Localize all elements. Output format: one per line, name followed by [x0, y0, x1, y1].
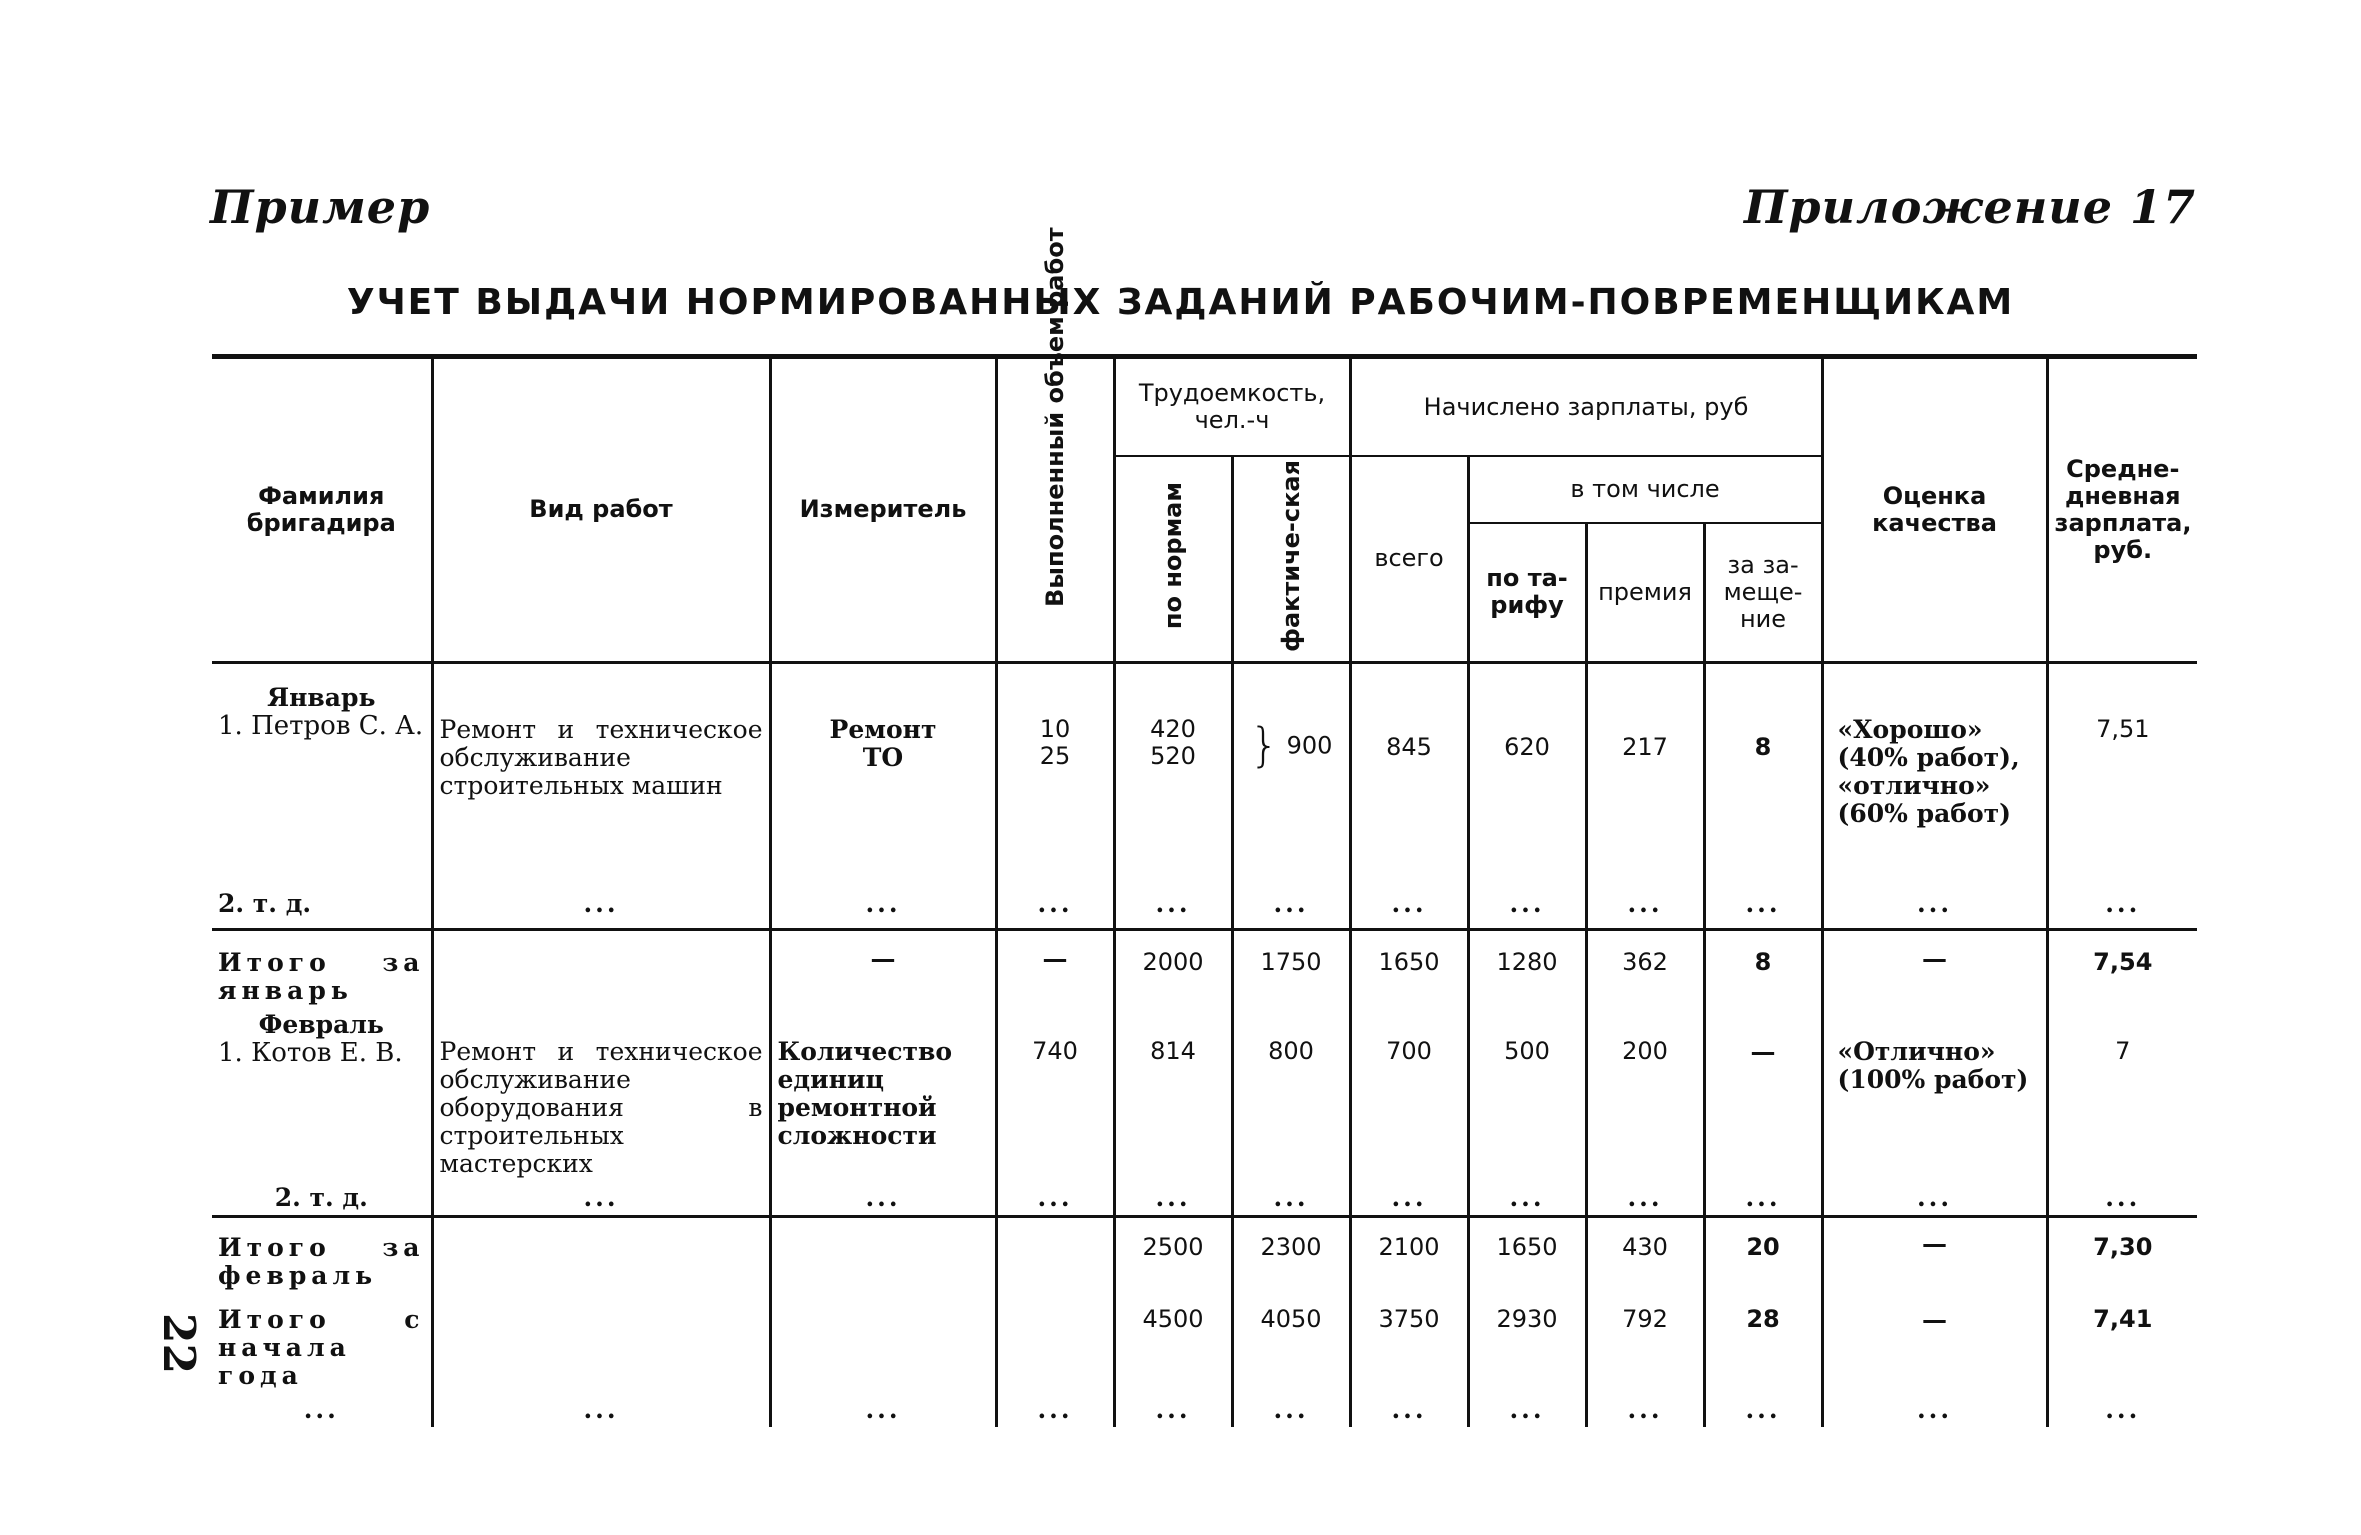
cell-dash: —	[996, 929, 1114, 1008]
cell-dots: ...	[1350, 1181, 1468, 1217]
cell-salary-tariff: 500	[1468, 1008, 1586, 1181]
total-january-label: Итого за январь	[212, 929, 432, 1008]
cell-dash: —	[1704, 1008, 1822, 1181]
total-january-actual: 1750	[1232, 929, 1350, 1008]
unit-line-1: Ремонт	[829, 714, 937, 744]
cell-empty	[770, 1216, 996, 1303]
col-quality-header: Оценка качества	[1822, 357, 2047, 663]
cell-work-type: Ремонт и техническое обслуживание строительных машин	[432, 662, 770, 887]
cell-unit: Количество единиц ремонтной сложности	[770, 1008, 996, 1181]
cell-dots: ...	[996, 1181, 1114, 1217]
col-work-type-header: Вид работ	[432, 357, 770, 663]
cell-dots: ...	[1232, 887, 1350, 930]
cell-dash: —	[1822, 1303, 2047, 1393]
cell-dots: ...	[1468, 1181, 1586, 1217]
page-number: 22	[153, 1312, 205, 1375]
cell-labor-actual	[1232, 662, 1350, 887]
cell-salary-bonus: 200	[1586, 1008, 1704, 1181]
col-labor-actual-header	[1232, 456, 1350, 662]
foreman-name: 1. Котов Е. В.	[218, 1037, 403, 1068]
col-labor-group-header: Трудоемкость, чел.-ч	[1114, 357, 1350, 457]
col-volume-label: Выполненный объем работ	[1040, 227, 1069, 607]
cell-dots: ...	[1468, 887, 1586, 930]
cell-etc-label: 2. т. д.	[212, 887, 432, 930]
cell-dash: —	[1822, 929, 2047, 1008]
cell-salary-total: 845	[1350, 662, 1468, 887]
appendix-label: Приложение 17	[1743, 180, 2196, 234]
cell-work-type: Ремонт и техническое обслуживание оборудования в строительных мастерских	[432, 1008, 770, 1181]
total-year-avg: 7,41	[2047, 1303, 2197, 1393]
norm-line-2: 520	[1150, 741, 1196, 770]
cell-salary-tariff: 620	[1468, 662, 1586, 887]
col-salary-group-header: Начислено зарплаты, руб	[1350, 357, 1822, 457]
table-row-final-dots	[212, 1393, 2197, 1427]
table-row-february-etc	[212, 1181, 2197, 1217]
cell-dots: ...	[2047, 1181, 2197, 1217]
cell-dots: ...	[770, 1393, 996, 1427]
total-january-tariff: 1280	[1468, 929, 1586, 1008]
cell-dots: ...	[1350, 1393, 1468, 1427]
norm-line-1: 420	[1150, 714, 1196, 743]
total-january-bonus: 362	[1586, 929, 1704, 1008]
cell-volume: 740	[996, 1008, 1114, 1181]
cell-volume	[996, 662, 1114, 887]
total-year-label: Итого с начала года	[212, 1303, 432, 1393]
col-salary-including-header: в том числе	[1468, 456, 1822, 523]
cell-dots: ...	[770, 1181, 996, 1217]
cell-labor-norm: 814	[1114, 1008, 1232, 1181]
cell-dots: ...	[1586, 1181, 1704, 1217]
month-label-january: Январь	[267, 682, 376, 712]
cell-dots: ...	[212, 1393, 432, 1427]
cell-dots: ...	[1114, 1393, 1232, 1427]
cell-empty	[770, 1303, 996, 1393]
total-year-substitute: 28	[1704, 1303, 1822, 1393]
cell-dots: ...	[996, 1393, 1114, 1427]
total-february-bonus: 430	[1586, 1216, 1704, 1303]
col-salary-total-header: всего	[1350, 456, 1468, 662]
total-january-substitute: 8	[1704, 929, 1822, 1008]
cell-avg-daily: 7	[2047, 1008, 2197, 1181]
brace-glyph: }	[1249, 717, 1279, 772]
total-year-norm: 4500	[1114, 1303, 1232, 1393]
cell-empty	[432, 929, 770, 1008]
col-salary-bonus-header: премия	[1586, 523, 1704, 662]
cell-dots: ...	[770, 887, 996, 930]
cell-dots: ...	[1586, 887, 1704, 930]
total-year-bonus: 792	[1586, 1303, 1704, 1393]
col-labor-norm-label: по нормам	[1158, 482, 1187, 630]
total-february-substitute: 20	[1704, 1216, 1822, 1303]
actual-value: 900	[1286, 731, 1333, 760]
cell-dots: ...	[1822, 1393, 2047, 1427]
cell-salary-bonus: 217	[1586, 662, 1704, 887]
month-label-february: Февраль	[258, 1009, 384, 1039]
cell-dots: ...	[2047, 887, 2197, 930]
cell-dots: ...	[996, 887, 1114, 930]
table-row-january-etc	[212, 887, 2197, 930]
cell-dots: ...	[1704, 1393, 1822, 1427]
unit-line-2: ТО	[862, 742, 904, 772]
cell-empty	[432, 1303, 770, 1393]
cell-dots: ...	[2047, 1393, 2197, 1427]
total-year-tariff: 2930	[1468, 1303, 1586, 1393]
volume-line-2: 25	[1039, 741, 1071, 770]
col-volume-header	[996, 227, 1114, 663]
cell-dots: ...	[1586, 1393, 1704, 1427]
total-january-norm: 2000	[1114, 929, 1232, 1008]
col-salary-substitute-header: за за-меще-ние	[1704, 523, 1822, 662]
total-february-total: 2100	[1350, 1216, 1468, 1303]
document-title: УЧЕТ ВЫДАЧИ НОРМИРОВАННЫХ ЗАДАНИЙ РАБОЧИМ-ПОВРЕМЕНЩИКАМ	[346, 282, 2015, 323]
table-row-total-year	[212, 1303, 2197, 1393]
cell-empty	[996, 1303, 1114, 1393]
cell-dash: —	[770, 929, 996, 1008]
volume-line-1: 10	[1039, 714, 1071, 743]
total-january-total: 1650	[1350, 929, 1468, 1008]
document-label-example: Пример	[210, 180, 431, 234]
table-row-total-february	[212, 1216, 2197, 1303]
total-january-avg: 7,54	[2047, 929, 2197, 1008]
table-row-total-january	[212, 929, 2197, 1008]
cell-dots: ...	[1822, 1181, 2047, 1217]
cell-dots: ...	[1114, 887, 1232, 930]
cell-labor-norm	[1114, 662, 1232, 887]
cell-dots: ...	[1468, 1393, 1586, 1427]
total-year-total: 3750	[1350, 1303, 1468, 1393]
col-foreman-header: Фамилия бригадира	[212, 357, 432, 663]
cell-foreman	[212, 1008, 432, 1181]
total-february-norm: 2500	[1114, 1216, 1232, 1303]
total-february-actual: 2300	[1232, 1216, 1350, 1303]
cell-salary-substitute: 8	[1704, 662, 1822, 887]
cell-dots: ...	[432, 1393, 770, 1427]
cell-dots: ...	[1704, 1181, 1822, 1217]
cell-dots: ...	[1822, 887, 2047, 930]
foreman-name: 1. Петров С. А.	[218, 710, 424, 741]
cell-etc-label: 2. т. д.	[212, 1181, 432, 1217]
cell-dots: ...	[1350, 887, 1468, 930]
cell-salary-total: 700	[1350, 1008, 1468, 1181]
cell-empty	[432, 1216, 770, 1303]
total-february-tariff: 1650	[1468, 1216, 1586, 1303]
cell-dash: —	[1822, 1216, 2047, 1303]
cell-dots: ...	[1114, 1181, 1232, 1217]
col-labor-norm-header	[1114, 456, 1232, 662]
cell-quality: «Хорошо» (40% работ), «отлично» (60% работ)	[1822, 662, 2047, 887]
cell-labor-actual: 800	[1232, 1008, 1350, 1181]
cell-dots: ...	[432, 1181, 770, 1217]
cell-dots: ...	[1232, 1393, 1350, 1427]
total-february-avg: 7,30	[2047, 1216, 2197, 1303]
table-row-february	[212, 1008, 2197, 1181]
cell-dots: ...	[1232, 1181, 1350, 1217]
cell-foreman	[212, 662, 432, 887]
total-year-actual: 4050	[1232, 1303, 1350, 1393]
cell-quality: «Отлично» (100% работ)	[1822, 1008, 2047, 1181]
col-unit-header: Измеритель	[770, 357, 996, 663]
col-labor-actual-label: фактиче-ская	[1276, 460, 1305, 652]
table-row-january	[212, 662, 2197, 887]
cell-dots: ...	[1704, 887, 1822, 930]
cell-avg-daily: 7,51	[2047, 662, 2197, 887]
col-salary-tariff-header: по та-рифу	[1468, 523, 1586, 662]
cell-dots: ...	[432, 887, 770, 930]
col-avg-daily-header: Средне-дневная зарплата, руб.	[2047, 357, 2197, 663]
cell-unit	[770, 662, 996, 887]
total-february-label: Итого за февраль	[212, 1216, 432, 1303]
cell-empty	[996, 1216, 1114, 1303]
